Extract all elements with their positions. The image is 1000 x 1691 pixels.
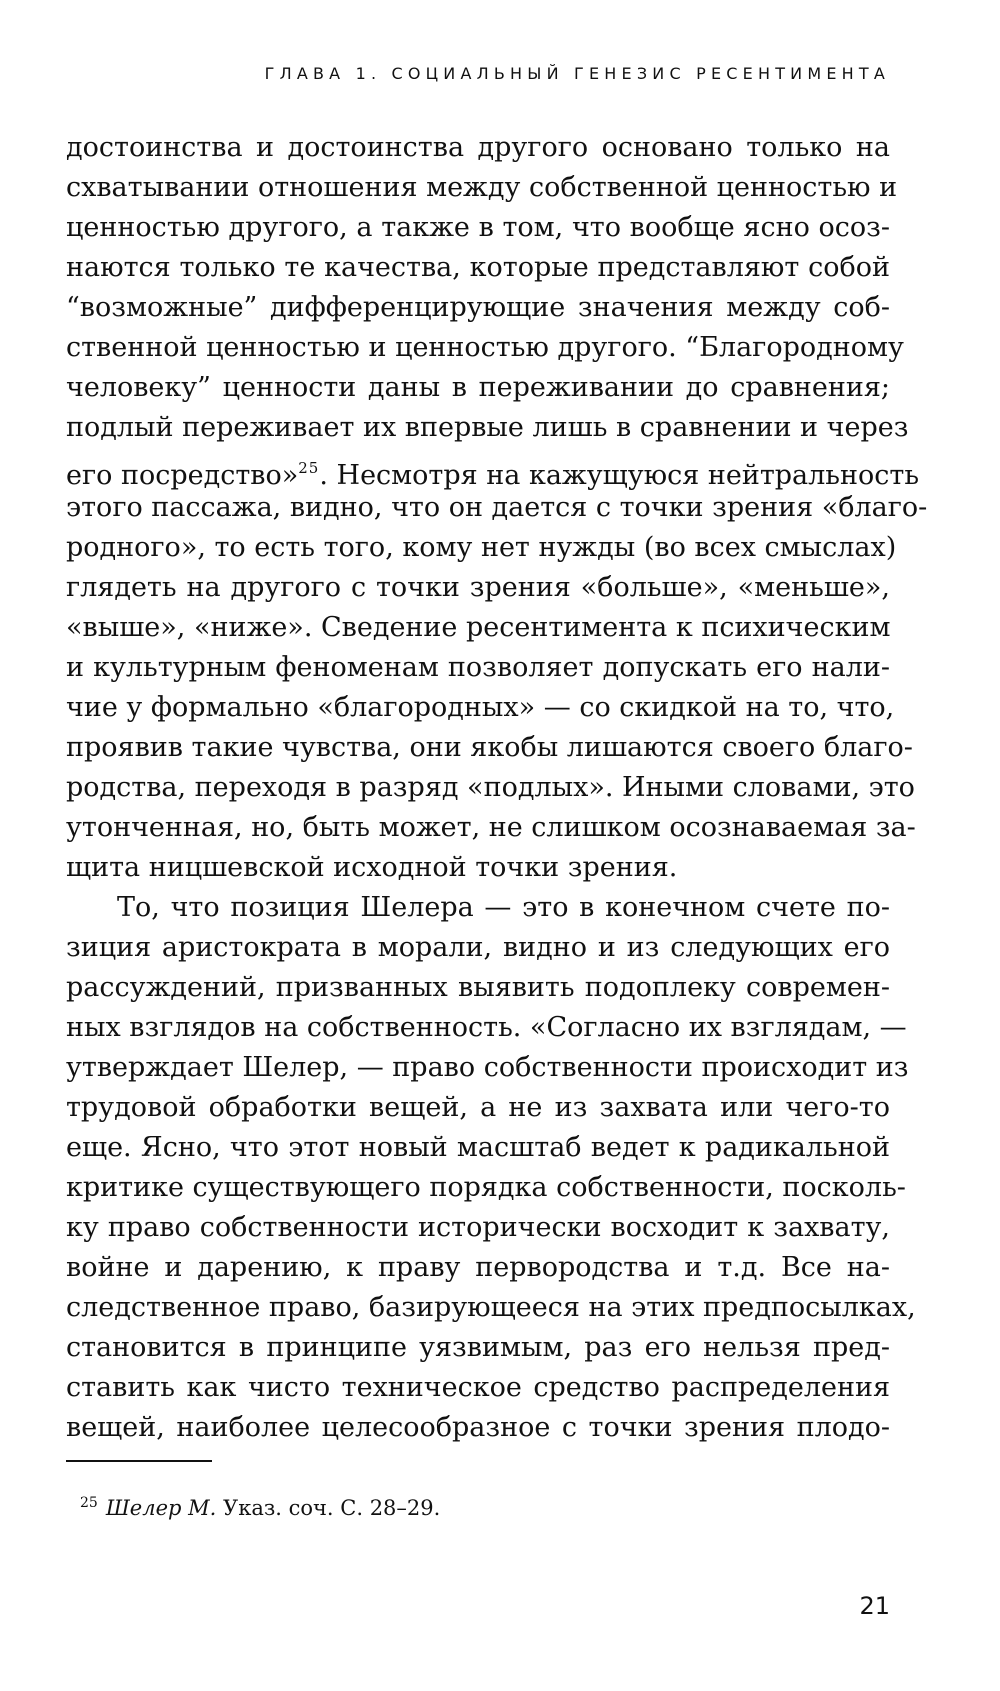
text-fragment: его посредство»	[66, 460, 299, 491]
text-line: ценностью другого, а также в том, что вообще ясно осоз-	[66, 212, 890, 243]
text-line: родного», то есть того, кому нет нужды (во всех смыслах)	[66, 532, 897, 563]
text-line: трудовой обработки вещей, а не из захвата или чего-то	[66, 1092, 890, 1123]
text-line: ных взглядов на собственность. «Согласно их взглядам, —	[66, 1012, 907, 1043]
footnote-author: Шелер М.	[105, 1496, 217, 1520]
text-line: критике существующего порядка собственности, посколь-	[66, 1172, 906, 1203]
text-line: “возможные” дифференцирующие значения между соб-	[66, 292, 890, 323]
text-line: щита ницшевской исходной точки зрения.	[66, 852, 678, 883]
text-line: «выше», «ниже». Сведение ресентимента к психическим	[66, 612, 891, 643]
text-line: войне и дарению, к праву первородства и т.д. Все на-	[66, 1252, 890, 1283]
text-line: глядеть на другого с точки зрения «больше», «меньше»,	[66, 572, 890, 603]
text-line: еще. Ясно, что этот новый масштаб ведет к радикальной	[66, 1132, 890, 1163]
paragraph-start: То, что позиция Шелера — это в конечном счете по-	[117, 892, 890, 923]
text-line: вещей, наиболее целесообразное с точки зрения плодо-	[66, 1412, 890, 1443]
text-line: наются только те качества, которые представляют собой	[66, 252, 890, 283]
text-line: утонченная, но, быть может, не слишком осознаваемая за-	[66, 812, 916, 843]
text-line: рассуждений, призванных выявить подоплеку современ-	[66, 972, 890, 1003]
text-line: подлый переживает их впервые лишь в сравнении и через	[66, 412, 909, 443]
footnote	[80, 1495, 440, 1520]
footnote-number: 25	[80, 1495, 98, 1511]
text-line: схватывании отношения между собственной ценностью и	[66, 172, 898, 203]
text-line: достоинства и достоинства другого основано только на	[66, 132, 890, 163]
text-line: чие у формально «благородных» — со скидкой на то, что,	[66, 692, 895, 723]
body-text	[66, 128, 928, 1448]
text-line-with-footnote-ref	[66, 448, 920, 491]
text-line: ставить как чисто техническое средство распределения	[66, 1372, 890, 1403]
text-line: зиция аристократа в морали, видно и из следующих его	[66, 932, 890, 963]
text-line: человеку” ценности даны в переживании до сравнения;	[66, 372, 890, 403]
text-line: этого пассажа, видно, что он дается с точки зрения «благо-	[66, 492, 928, 523]
text-line: проявив такие чувства, они якобы лишаются своего благо-	[66, 732, 913, 763]
footnote-divider	[66, 1460, 212, 1462]
footnote-text: Указ. соч. С. 28–29.	[223, 1496, 441, 1520]
text-line: следственное право, базирующееся на этих предпосылках,	[66, 1292, 916, 1323]
text-line: и культурным феноменам позволяет допускать его нали-	[66, 652, 890, 683]
page-number: 21	[859, 1592, 890, 1620]
text-line: становится в принципе уязвимым, раз его нельзя пред-	[66, 1332, 890, 1363]
text-line: утверждает Шелер, — право собственности происходит из	[66, 1052, 909, 1083]
running-head: ГЛАВА 1. СОЦИАЛЬНЫЙ ГЕНЕЗИС РЕСЕНТИМЕНТА	[264, 64, 890, 83]
footnote-ref[interactable]: 25	[298, 459, 320, 477]
text-line: ственной ценностью и ценностью другого. “Благородному	[66, 332, 904, 363]
text-line: родства, переходя в разряд «подлых». Иными словами, это	[66, 772, 915, 803]
text-line: ку право собственности исторически восходит к захвату,	[66, 1212, 890, 1243]
text-fragment: . Несмотря на кажущуюся нейтральность	[319, 460, 920, 491]
